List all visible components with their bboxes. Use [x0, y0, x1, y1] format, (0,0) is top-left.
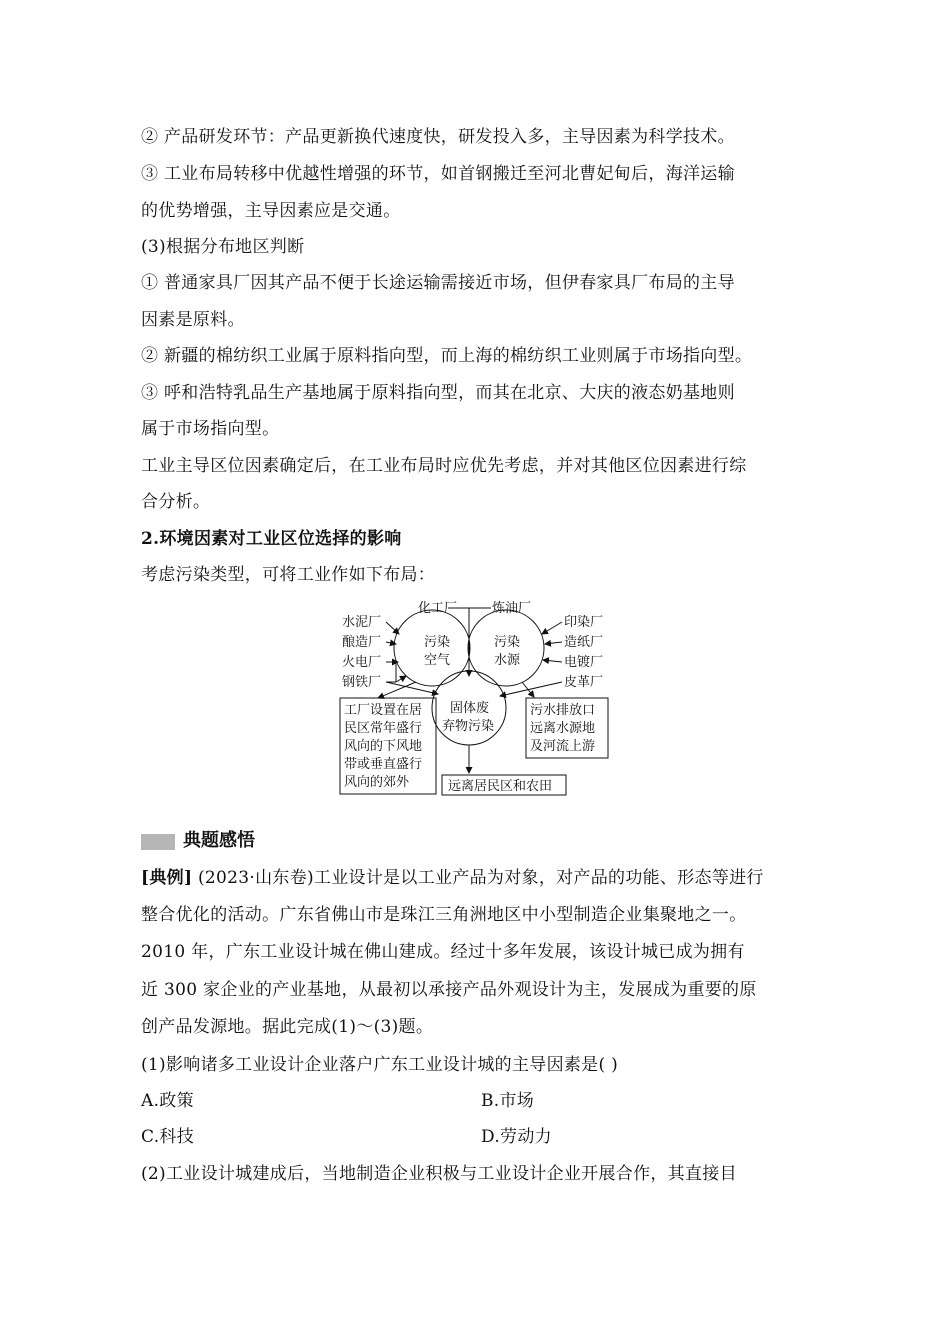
- diagram-label-refinery: 炼油厂: [492, 601, 532, 616]
- pollution-layout-diagram: [336, 594, 616, 800]
- box-left-line: 带或垂直盛行: [344, 757, 423, 772]
- box-left-line: 风向的郊外: [344, 775, 410, 790]
- circle-water-label: 污染: [494, 635, 521, 650]
- example-label: [典例]: [141, 868, 193, 888]
- example-line: 2010 年，广东工业设计城在佛山建成。经过十多年发展，该设计城已成为拥有: [141, 942, 745, 962]
- circle-solid-label: 弃物污染: [442, 719, 495, 734]
- paragraph-line: 的优势增强，主导因素应是交通。: [141, 201, 401, 221]
- example-line: 创产品发源地。据此完成(1)～(3)题。: [141, 1017, 434, 1037]
- option-b: B.市场: [481, 1091, 535, 1111]
- box-bottom-label: 远离居民区和农田: [448, 779, 553, 794]
- example-line: 近 300 家企业的产业基地，从最初以承接产品外观设计为主，发展成为重要的原: [141, 980, 757, 1000]
- diagram-label-right: 印染厂: [564, 615, 604, 630]
- question-stem: (2)工业设计城建成后，当地制造企业积极与工业设计企业开展合作，其直接目: [141, 1164, 737, 1184]
- paragraph-line: ② 产品研发环节：产品更新换代速度快，研发投入多，主导因素为科学技术。: [141, 127, 735, 147]
- diagram-label-left: 水泥厂: [342, 615, 382, 630]
- box-right-line: 远离水源地: [530, 721, 596, 736]
- paragraph-line: 工业主导区位因素确定后，在工业布局时应优先考虑，并对其他区位因素进行综: [141, 456, 747, 476]
- circle-air-label: 空气: [424, 653, 451, 668]
- paragraph-line: 因素是原料。: [141, 310, 245, 330]
- example-line: [典例] (2023·山东卷)工业设计是以工业产品为对象，对产品的功能、形态等进行: [141, 868, 764, 888]
- paragraph-line: ③ 工业布局转移中优越性增强的环节，如首钢搬迁至河北曹妃甸后，海洋运输: [141, 164, 735, 184]
- box-right-line: 及河流上游: [530, 739, 596, 754]
- circle-water-label: 水源: [494, 653, 521, 668]
- box-left-line: 民区常年盛行: [344, 721, 423, 736]
- option-d: D.劳动力: [481, 1127, 552, 1147]
- section-heading: 典题感悟: [183, 830, 255, 851]
- diagram-label-left: 钢铁厂: [342, 675, 382, 690]
- diagram-label-left: 酿造厂: [342, 635, 382, 650]
- diagram-label-chemical: 化工厂: [418, 601, 458, 616]
- diagram-label-right: 皮革厂: [564, 675, 604, 690]
- box-right-line: 污水排放口: [530, 703, 596, 718]
- option-a: A.政策: [141, 1091, 194, 1111]
- example-line: 整合优化的活动。广东省佛山市是珠江三角洲地区中小型制造企业集聚地之一。: [141, 905, 747, 925]
- section-intro: 考虑污染类型，可将工业作如下布局：: [141, 565, 436, 585]
- section-subtitle: 2.环境因素对工业区位选择的影响: [141, 529, 402, 549]
- box-left-line: 风向的下风地: [344, 739, 423, 754]
- circle-air-label: 污染: [424, 635, 451, 650]
- section-heading-bar: [141, 834, 175, 850]
- option-c: C.科技: [141, 1127, 195, 1147]
- paragraph-line: (3)根据分布地区判断: [141, 237, 305, 257]
- diagram-label-right: 造纸厂: [564, 635, 604, 650]
- paragraph-line: 属于市场指向型。: [141, 419, 280, 439]
- paragraph-line: ③ 呼和浩特乳品生产基地属于原料指向型，而其在北京、大庆的液态奶基地则: [141, 383, 735, 403]
- box-left-line: 工厂设置在居: [344, 703, 423, 718]
- diagram-label-left: 火电厂: [342, 655, 382, 670]
- paragraph-line: ① 普通家具厂因其产品不便于长途运输需接近市场，但伊春家具厂布局的主导: [141, 273, 735, 293]
- diagram-label-right: 电镀厂: [564, 655, 604, 670]
- paragraph-line: ② 新疆的棉纺织工业属于原料指向型，而上海的棉纺织工业则属于市场指向型。: [141, 346, 753, 366]
- question-stem: (1)影响诸多工业设计企业落户广东工业设计城的主导因素是( ): [141, 1055, 619, 1075]
- paragraph-line: 合分析。: [141, 492, 211, 512]
- circle-solid-label: 固体废: [450, 701, 490, 716]
